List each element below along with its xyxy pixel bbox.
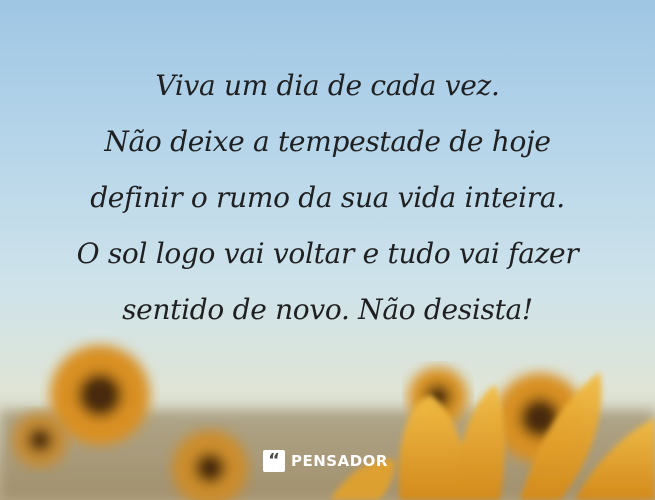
quote-text [0,58,655,338]
blurred-sunflower-small [12,412,68,468]
quote-line: definir o rumo da sua vida inteira. [90,181,565,214]
quote-line: sentido de novo. Não desista! [122,293,533,326]
quote-mark-icon: “ [263,450,285,472]
pensador-watermark [263,449,388,473]
quote-line: Viva um dia de cada vez. [155,69,500,102]
quote-line: O sol logo vai voltar e tudo vai fazer [76,237,579,270]
brand-name: PENSADOR [291,452,388,470]
quote-line: Não deixe a tempestade de hoje [104,125,551,158]
